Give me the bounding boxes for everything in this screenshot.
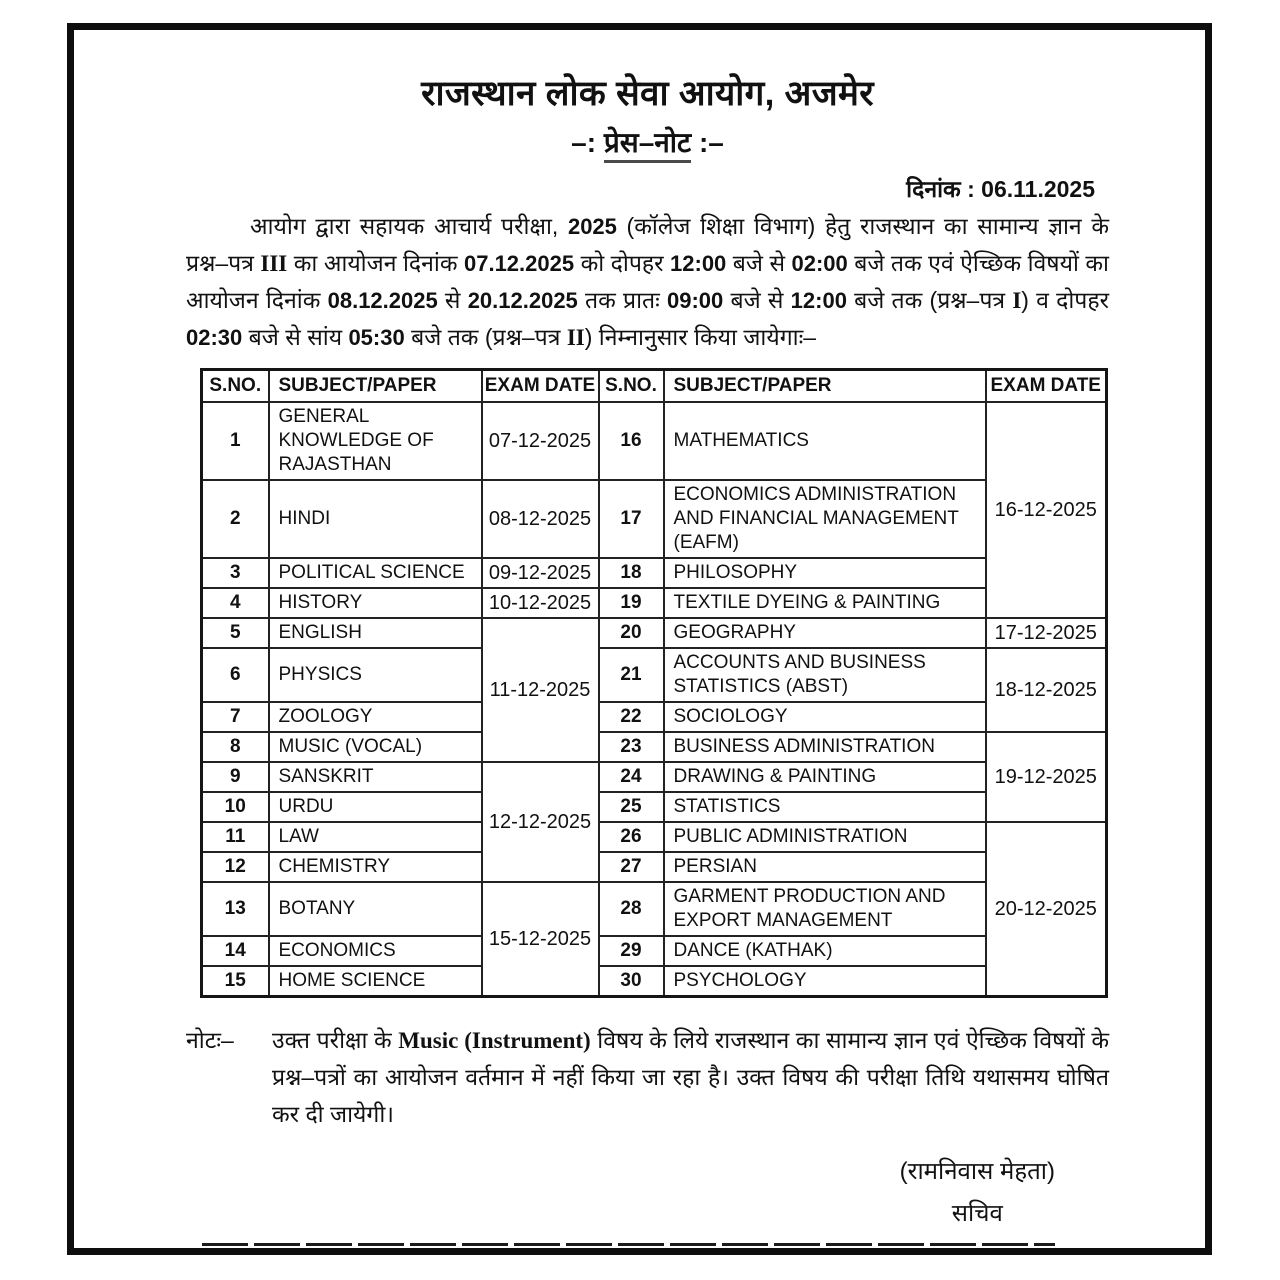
text-segment: तक प्रातः <box>577 287 667 313</box>
serial-cell: 5 <box>202 618 269 648</box>
table-row <box>202 648 1107 702</box>
text-segment: विषय के लिये राजस्थान का सामान्य ज्ञान एवं ऐच्छिक विषयों के प्रश्न–पत्रों का आयोजन वर्तमान में नहीं किया जा रहा है। उक्त विषय की परीक्षा तिथि यथासमय घोषित कर दी जायेगी। <box>272 1027 1109 1127</box>
column-header-subject-right: SUBJECT/PAPER <box>664 370 986 403</box>
text-segment: ) व दोपहर <box>1021 287 1109 313</box>
serial-cell: 20 <box>599 618 664 648</box>
table-row <box>202 702 1107 732</box>
exam-date-cell: 15-12-2025 <box>482 882 599 997</box>
column-header-sno-right: S.NO. <box>599 370 664 403</box>
exam-date-cell: 07-12-2025 <box>482 402 599 480</box>
subject-cell: ZOOLOGY <box>269 702 482 732</box>
subject-cell: BOTANY <box>269 882 482 936</box>
serial-cell: 30 <box>599 966 664 997</box>
text-segment: बजे से <box>723 287 791 313</box>
serial-cell: 13 <box>202 882 269 936</box>
table-row <box>202 558 1107 588</box>
text-segment: बजे तक (प्रश्न–पत्र <box>404 324 567 350</box>
serial-cell: 19 <box>599 588 664 618</box>
text-segment: बजे से सांय <box>242 324 349 350</box>
signatory-name: (रामनिवास मेहता) <box>899 1158 1055 1185</box>
serial-cell: 15 <box>202 966 269 997</box>
table-row <box>202 480 1107 558</box>
serial-cell: 10 <box>202 792 269 822</box>
text-segment: (कॉलेज शिक्षा विभाग) हेतु राजस्थान का सामान्य ज्ञान के प्रश्न–पत्र <box>186 213 1109 276</box>
text-segment: ) निम्नानुसार किया जायेगाः– <box>584 324 817 350</box>
text-segment: 12:00 <box>790 288 847 313</box>
text-segment: 12:00 <box>670 251 727 276</box>
subject-cell: PUBLIC ADMINISTRATION <box>664 822 986 852</box>
text-segment: से <box>437 287 468 313</box>
press-note-heading-prefix: –: <box>571 127 604 158</box>
page-title: राजस्थान लोक सेवा आयोग, अजमेर <box>421 74 874 113</box>
subject-cell: STATISTICS <box>664 792 986 822</box>
table-row <box>202 762 1107 792</box>
exam-date-cell: 10-12-2025 <box>482 588 599 618</box>
serial-cell: 16 <box>599 402 664 480</box>
text-segment: बजे तक एवं ऐच्छिक विषयों का आयोजन दिनांक <box>186 250 1109 313</box>
text-segment: को दोपहर <box>574 250 671 276</box>
text-segment: 08.12.2025 <box>327 288 438 313</box>
serial-cell: 28 <box>599 882 664 936</box>
subject-cell: ECONOMICS ADMINISTRATION AND FINANCIAL MANAGEMENT (EAFM) <box>664 480 986 558</box>
table-row <box>202 792 1107 822</box>
press-note-heading-text: प्रेस–नोट <box>604 127 691 163</box>
subject-cell: CHEMISTRY <box>269 852 482 882</box>
subject-cell: TEXTILE DYEING & PAINTING <box>664 588 986 618</box>
signature-block <box>900 1151 1055 1235</box>
text-segment: 07.12.2025 <box>463 251 575 276</box>
subject-cell: ACCOUNTS AND BUSINESS STATISTICS (ABST) <box>664 648 986 702</box>
serial-cell: 14 <box>202 936 269 966</box>
serial-cell: 22 <box>599 702 664 732</box>
text-segment: उक्त परीक्षा के <box>272 1027 399 1053</box>
table-row <box>202 852 1107 882</box>
footnote <box>186 1022 1109 1133</box>
serial-cell: 1 <box>202 402 269 480</box>
table-row <box>202 936 1107 966</box>
subject-cell: SOCIOLOGY <box>664 702 986 732</box>
table-row <box>202 618 1107 648</box>
serial-cell: 24 <box>599 762 664 792</box>
serial-cell: 4 <box>202 588 269 618</box>
column-header-exam-date-left: EXAM DATE <box>482 370 599 403</box>
subject-cell: PHILOSOPHY <box>664 558 986 588</box>
subject-cell: MATHEMATICS <box>664 402 986 480</box>
subject-cell: HINDI <box>269 480 482 558</box>
subject-cell: GENERAL KNOWLEDGE OF RAJASTHAN <box>269 402 482 480</box>
table-row <box>202 882 1107 936</box>
table-row <box>202 588 1107 618</box>
exam-date-cell: 08-12-2025 <box>482 480 599 558</box>
text-segment: बजे से <box>726 250 792 276</box>
text-segment: 09:00 <box>667 288 724 313</box>
subject-cell: DANCE (KATHAK) <box>664 936 986 966</box>
serial-cell: 3 <box>202 558 269 588</box>
serial-cell: 23 <box>599 732 664 762</box>
table-row <box>202 966 1107 997</box>
subject-cell: PHYSICS <box>269 648 482 702</box>
subject-cell: BUSINESS ADMINISTRATION <box>664 732 986 762</box>
exam-schedule-table <box>200 368 1108 998</box>
subject-cell: LAW <box>269 822 482 852</box>
serial-cell: 6 <box>202 648 269 702</box>
text-segment: II <box>566 325 585 350</box>
subject-cell: GARMENT PRODUCTION AND EXPORT MANAGEMENT <box>664 882 986 936</box>
exam-date-cell: 11-12-2025 <box>482 618 599 762</box>
text-segment: Music (Instrument) <box>398 1028 591 1053</box>
date-line <box>186 174 1109 204</box>
serial-cell: 17 <box>599 480 664 558</box>
exam-date-cell: 20-12-2025 <box>986 822 1107 997</box>
table-row <box>202 822 1107 852</box>
serial-cell: 26 <box>599 822 664 852</box>
subject-cell: POLITICAL SCIENCE <box>269 558 482 588</box>
table-row <box>202 732 1107 762</box>
exam-date-cell: 09-12-2025 <box>482 558 599 588</box>
subject-cell: HOME SCIENCE <box>269 966 482 997</box>
text-segment: का आयोजन दिनांक <box>287 250 464 276</box>
serial-cell: 9 <box>202 762 269 792</box>
serial-cell: 12 <box>202 852 269 882</box>
subject-cell: DRAWING & PAINTING <box>664 762 986 792</box>
text-segment: I <box>1012 288 1022 313</box>
intro-paragraph <box>186 208 1109 356</box>
subject-cell: PSYCHOLOGY <box>664 966 986 997</box>
text-segment: 02:00 <box>791 251 848 276</box>
footnote-text <box>272 1027 1109 1127</box>
subject-cell: URDU <box>269 792 482 822</box>
page-frame <box>67 23 1212 1255</box>
press-note-heading <box>186 124 1109 162</box>
serial-cell: 18 <box>599 558 664 588</box>
exam-date-cell: 17-12-2025 <box>986 618 1107 648</box>
text-segment: 2025 <box>567 214 617 239</box>
column-header-subject-left: SUBJECT/PAPER <box>269 370 482 403</box>
column-header-exam-date-right: EXAM DATE <box>986 370 1107 403</box>
subject-cell: SANSKRIT <box>269 762 482 792</box>
subject-cell: MUSIC (VOCAL) <box>269 732 482 762</box>
exam-date-cell: 18-12-2025 <box>986 648 1107 732</box>
subject-cell: GEOGRAPHY <box>664 618 986 648</box>
text-segment: 20.12.2025 <box>467 288 578 313</box>
subject-cell: ENGLISH <box>269 618 482 648</box>
subject-cell: PERSIAN <box>664 852 986 882</box>
serial-cell: 25 <box>599 792 664 822</box>
exam-date-cell: 16-12-2025 <box>986 402 1107 618</box>
signatory-designation: सचिव <box>951 1200 1003 1227</box>
table-header-row <box>202 370 1107 403</box>
date-value: 06.11.2025 <box>981 176 1095 202</box>
serial-cell: 11 <box>202 822 269 852</box>
table-row <box>202 402 1107 480</box>
serial-cell: 7 <box>202 702 269 732</box>
serial-cell: 27 <box>599 852 664 882</box>
text-segment: 02:30 <box>186 325 243 350</box>
text-segment: III <box>260 251 288 276</box>
bottom-rule <box>202 1243 1055 1246</box>
serial-cell: 29 <box>599 936 664 966</box>
serial-cell: 2 <box>202 480 269 558</box>
footnote-label: नोटः– <box>186 1027 234 1053</box>
date-label: दिनांक : <box>906 176 982 202</box>
serial-cell: 21 <box>599 648 664 702</box>
subject-cell: ECONOMICS <box>269 936 482 966</box>
serial-cell: 8 <box>202 732 269 762</box>
text-segment: बजे तक (प्रश्न–पत्र <box>846 287 1013 313</box>
press-note-heading-suffix: :– <box>691 127 724 158</box>
exam-date-cell: 19-12-2025 <box>986 732 1107 822</box>
text-segment: आयोग द्वारा सहायक आचार्य परीक्षा, <box>250 213 568 239</box>
column-header-sno-left: S.NO. <box>202 370 269 403</box>
subject-cell: HISTORY <box>269 588 482 618</box>
text-segment: 05:30 <box>348 325 405 350</box>
exam-date-cell: 12-12-2025 <box>482 762 599 882</box>
